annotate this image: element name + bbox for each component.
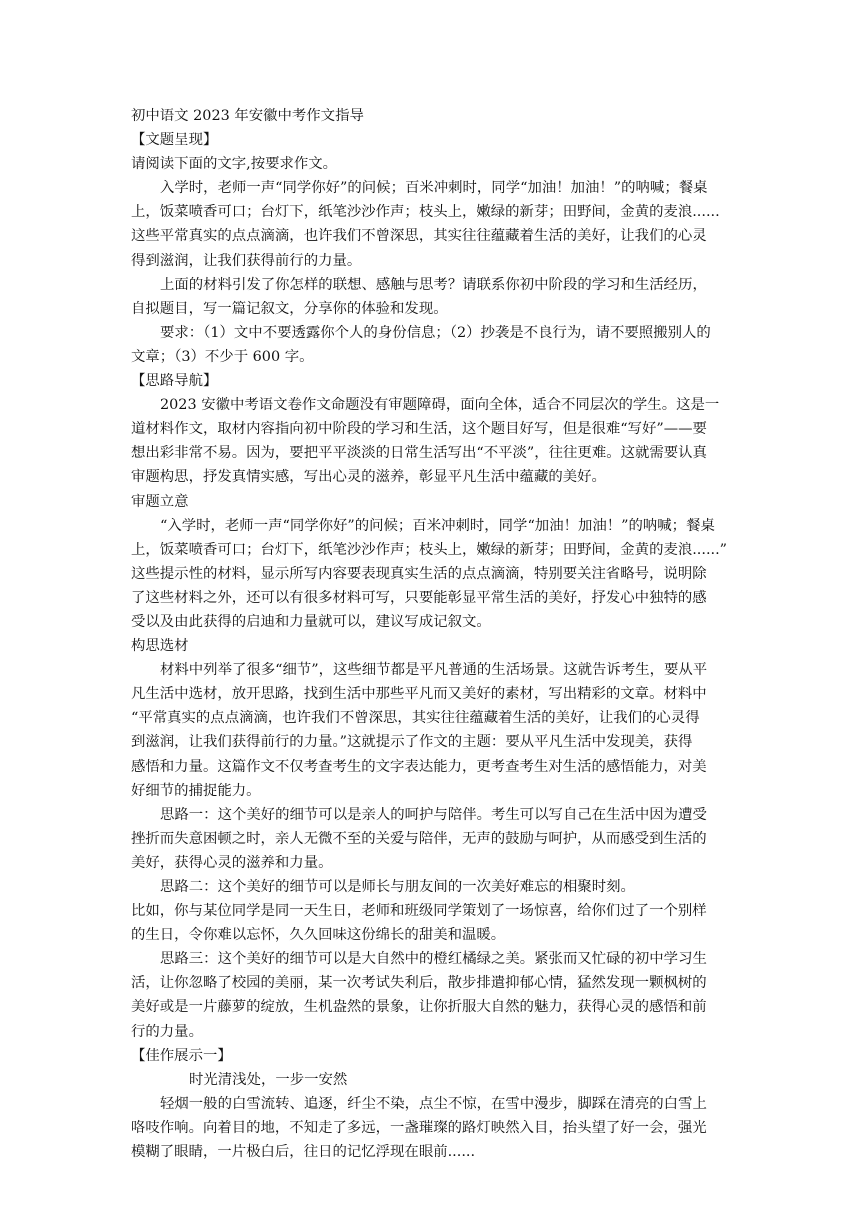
paragraph-line: 美好或是一片藤萝的绽放，生机盎然的景象，让你折服大自然的魅力，获得心灵的感悟和前	[131, 999, 707, 1016]
paragraph-line: 活，让你忽略了校园的美丽，某一次考试失利后，散步排遣抑郁心情，猛然发现一颗枫树的	[131, 975, 707, 992]
paragraph-line: 咯吱作响。向着目的地，不知走了多远，一盏璀璨的路灯映然入目，抬头望了好一会，强光	[131, 1119, 707, 1136]
paragraph-line: 的生日，令你难以忘怀，久久回味这份绵长的甜美和温暖。	[131, 927, 506, 944]
paragraph-line: 到滋润，让我们获得前行的力量。”这就提示了作文的主题：要从平凡生活中发现美，获得	[131, 734, 693, 751]
paragraph-line: 上，饭菜喷香可口；台灯下，纸笔沙沙作声；枝头上，嫩绿的新芽；田野间，金黄的麦浪......”	[131, 541, 728, 558]
paragraph-line: 好细节的捕捉能力。	[131, 782, 261, 799]
document-page	[131, 104, 731, 1164]
paragraph-line: 凡生活中选材，放开思路，找到生活中那些平凡而又美好的素材，写出精彩的文章。材料中	[131, 686, 707, 703]
paragraph-line: 模糊了眼睛，一片极白后，往日的记忆浮现在眼前......	[131, 1144, 476, 1161]
paragraph-line: 文章；（3）不少于 600 字。	[131, 348, 314, 365]
paragraph-line: 行的力量。	[131, 1023, 203, 1040]
paragraph-line: “平常真实的点点滴滴，也许我们不曾深思，其实往往蕴藏着生活的美好，让我们的心灵得	[131, 710, 700, 727]
paragraph-line: 上，饭菜喷香可口；台灯下，纸笔沙沙作声；枝头上，嫩绿的新芽；田野间，金黄的麦浪......	[131, 204, 720, 221]
paragraph-line: 自拟题目，写一篇记叙文，分享你的体验和发现。	[131, 300, 448, 317]
paragraph-line: 得到滋润，让我们获得前行的力量。	[131, 252, 362, 269]
paragraph-line: 美好，获得心灵的滋养和力量。	[131, 854, 333, 871]
paragraph-line: 思路二：这个美好的细节可以是师长与朋友间的一次美好难忘的相聚时刻。	[160, 879, 635, 895]
paragraph-line: 思路三：这个美好的细节可以是大自然中的橙红橘绿之美。紧张而又忙碌的初中学习生	[160, 951, 707, 968]
paragraph-line: 请阅读下面的文字,按要求作文。	[131, 156, 338, 173]
paragraph-line: 受以及由此获得的启迪和力量就可以，建议写成记叙文。	[131, 613, 491, 630]
paragraph-line: 想出彩非常不易。因为，要把平平淡淡的日常生活写出“不平淡”，往往更难。这就需要认真	[131, 445, 707, 462]
paragraph-line: 材料中列举了很多“细节”，这些细节都是平凡普通的生活场景。这就告诉考生，要从平	[160, 662, 708, 679]
paragraph-line: 上面的材料引发了你怎样的联想、感触与思考？请联系你初中阶段的学习和生活经历，	[160, 276, 707, 293]
paragraph-line: 这些平常真实的点点滴滴，也许我们不曾深思，其实往往蕴藏着生活的美好，让我们的心灵	[131, 228, 707, 245]
paragraph-line: 道材料作文，取材内容指向初中阶段的学习和生活，这个题目好写，但是很难“写好”——要	[131, 421, 707, 438]
paragraph-line: 挫折而失意困顿之时，亲人无微不至的关爱与陪伴，无声的鼓励与呵护，从而感受到生活的	[131, 830, 707, 847]
paragraph-line: 感悟和力量。这篇作文不仅考查考生的文字表达能力，更考查考生对生活的感悟能力，对美	[131, 758, 707, 775]
section-heading-silu: 【思路导航】	[131, 373, 218, 390]
paragraph-line: 要求：（1）文中不要透露你个人的身份信息；（2）抄袭是不良行为，请不要照搬别人的	[160, 324, 711, 341]
section-heading-jiazuo: 【佳作展示一】	[131, 1047, 232, 1064]
essay-title: 时光清浅处，一步一安然	[189, 1071, 348, 1088]
paragraph-line: 思路一：这个美好的细节可以是亲人的呵护与陪伴。考生可以写自己在生活中因为遭受	[160, 806, 707, 823]
section-heading-wenti: 【文题呈现】	[131, 132, 218, 149]
document-title: 初中语文 2023 年安徽中考作文指导	[131, 108, 364, 124]
paragraph-line: 这些提示性的材料，显示所写内容要表现真实生活的点点滴滴，特别要关注省略号，说明除	[131, 565, 707, 582]
paragraph-line: 了这些材料之外，还可以有很多材料可写，只要能彰显平常生活的美好，抒发心中独特的感	[131, 589, 707, 606]
section-heading-gousi: 构思选材	[131, 638, 189, 655]
section-heading-shenti: 审题立意	[131, 493, 189, 510]
paragraph-line: 轻烟一般的白雪流转、追逐，纤尘不染，点尘不惊，在雪中漫步，脚踩在清亮的白雪上	[160, 1095, 707, 1112]
paragraph-line: “入学时，老师一声“同学你好”的问候；百米冲刺时，同学“加油！加油！”的呐喊；餐桌	[160, 517, 715, 534]
paragraph-line: 审题构思，抒发真情实感，写出心灵的滋养，彰显平凡生活中蕴藏的美好。	[131, 469, 606, 486]
paragraph-line: 2023 安徽中考语文卷作文命题没有审题障碍，面向全体，适合不同层次的学生。这是一	[160, 397, 720, 414]
paragraph-line: 比如，你与某位同学是同一天生日，老师和班级同学策划了一场惊喜，给你们过了一个别样	[131, 903, 707, 920]
paragraph-line: 入学时，老师一声“同学你好”的问候；百米冲刺时，同学“加油！加油！”的呐喊；餐桌	[160, 180, 708, 197]
